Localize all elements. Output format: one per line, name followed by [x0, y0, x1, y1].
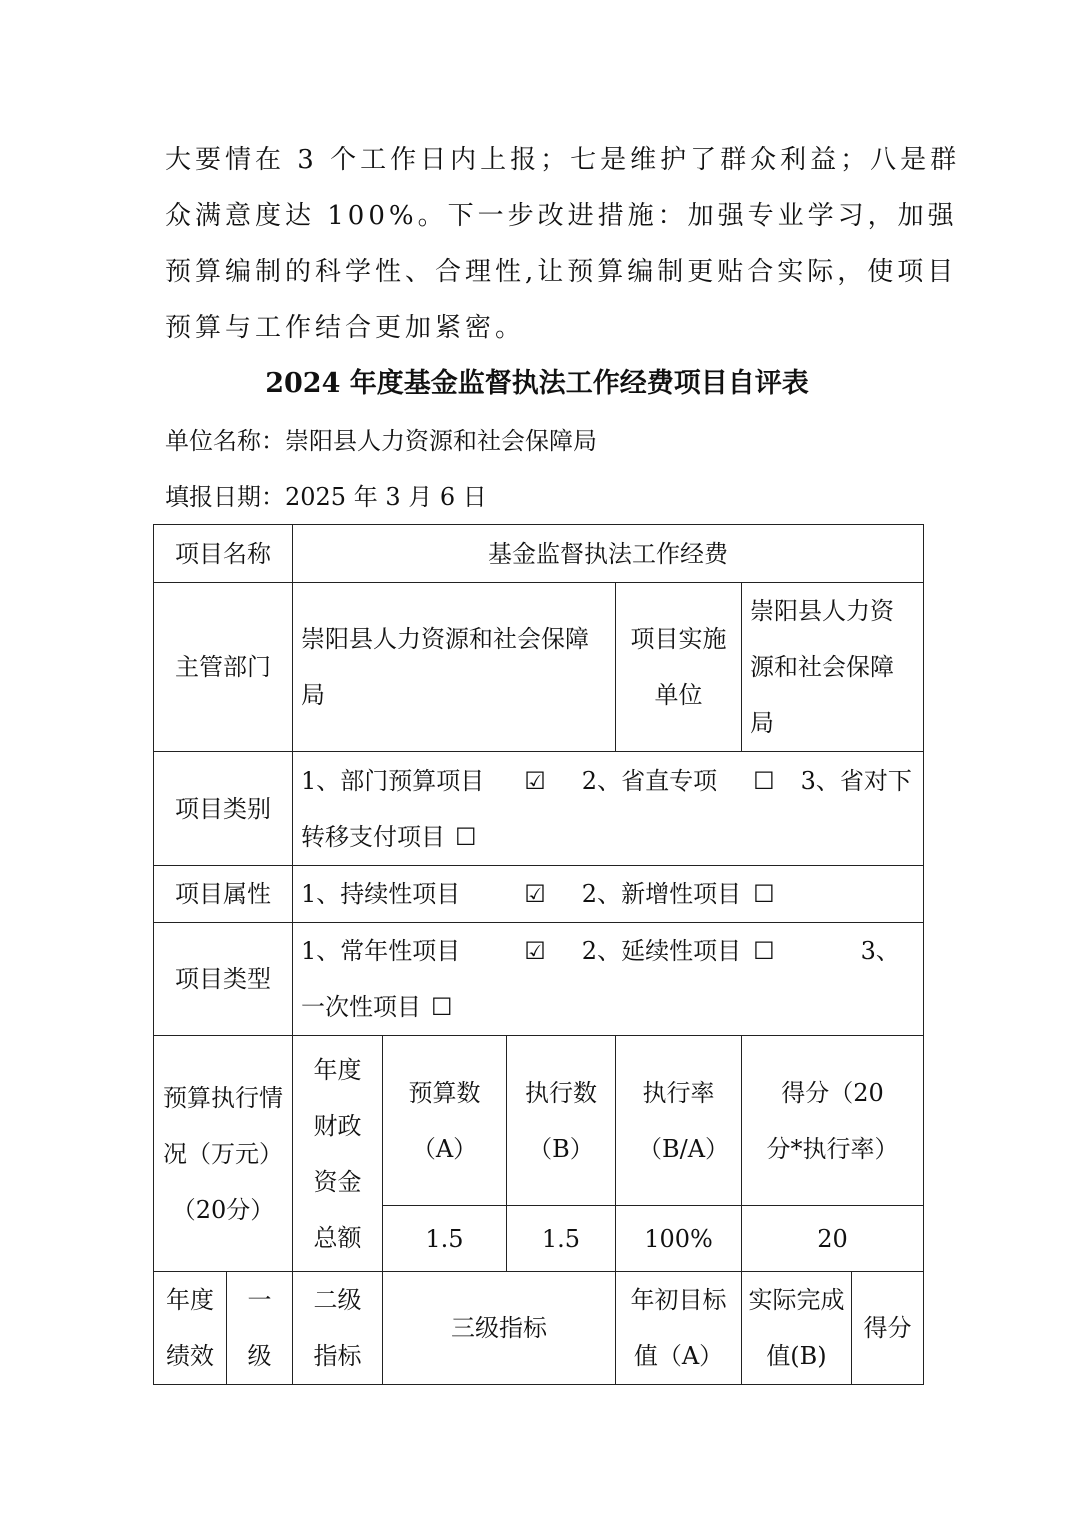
attr-opt-1: 1、持续性项目 [301, 880, 461, 908]
score-label: 得分 [852, 1272, 924, 1385]
evaluation-table [153, 524, 924, 1385]
paragraph-line-2: 众满意度达 100%。下一步改进措施：加强专业学习，加强 [165, 201, 958, 231]
paragraph-line-1: 大要情在 3 个工作日内上报；七是维护了群众利益；八是群 [165, 145, 961, 175]
exec-col-header: 执行数（B） [507, 1036, 616, 1206]
checkbox-checked-icon[interactable]: ☑ [524, 880, 546, 908]
target-label: 年初目标值（A） [616, 1272, 742, 1385]
checkbox-empty-icon[interactable]: ☐ [455, 822, 477, 851]
category-label: 项目类别 [154, 752, 293, 866]
impl-unit-label: 项目实施单位 [616, 583, 742, 752]
perf-label: 年度绩效 [154, 1272, 227, 1385]
type-opt-2: 2、延续性项目 [581, 937, 742, 965]
project-name-label: 项目名称 [154, 525, 293, 583]
attr-options [293, 866, 924, 923]
unit-name-line: 单位名称：崇阳县人力资源和社会保障局 [165, 427, 597, 455]
paragraph-line-3: 预算编制的科学性、合理性,让预算编制更贴合实际，使项目 [165, 257, 958, 287]
level2-label: 二级指标 [293, 1272, 383, 1385]
level1-label: 一级 [227, 1272, 293, 1385]
impl-unit-value: 崇阳县人力资源和社会保障局 [742, 583, 924, 752]
score-col-header: 得分（20 分*执行率） [742, 1036, 924, 1206]
dept-value: 崇阳县人力资源和社会保障局 [293, 583, 616, 752]
checkbox-empty-icon[interactable]: ☐ [753, 880, 775, 908]
intro-paragraph [165, 132, 961, 356]
type-label: 项目类型 [154, 923, 293, 1036]
checkbox-empty-icon[interactable]: ☐ [431, 993, 453, 1021]
rate-value: 100% [616, 1206, 742, 1272]
checkbox-empty-icon[interactable]: ☐ [753, 766, 775, 795]
paragraph-line-4: 预算与工作结合更加紧密。 [165, 313, 526, 343]
rate-col-header: 执行率（B/A） [616, 1036, 742, 1206]
type-opt-3: 3、一次性项目 [301, 937, 900, 1021]
level3-label: 三级指标 [383, 1272, 616, 1385]
category-opt-3: 3、省对下转移支付项目 [301, 766, 912, 851]
budget-col-header: 预算数（A） [383, 1036, 507, 1206]
budget-value: 1.5 [383, 1206, 507, 1272]
dept-label: 主管部门 [154, 583, 293, 752]
form-title: 2024 年度基金监督执法工作经费项目自评表 [265, 368, 809, 399]
attr-label: 项目属性 [154, 866, 293, 923]
actual-label: 实际完成值(B) [742, 1272, 852, 1385]
checkbox-empty-icon[interactable]: ☐ [753, 937, 775, 965]
fund-total-label: 年度财政资金总额 [293, 1036, 383, 1272]
checkbox-checked-icon[interactable]: ☑ [524, 937, 546, 965]
checkbox-checked-icon[interactable]: ☑ [524, 766, 546, 795]
type-opt-1: 1、常年性项目 [301, 937, 461, 965]
category-opt-2: 2、省直专项 [581, 766, 718, 795]
category-opt-1: 1、部门预算项目 [301, 766, 485, 795]
budget-exec-label: 预算执行情况（万元）（20分） [154, 1036, 293, 1272]
type-options [293, 923, 924, 1036]
category-options [293, 752, 924, 866]
score-value: 20 [742, 1206, 924, 1272]
attr-opt-2: 2、新增性项目 [581, 880, 742, 908]
project-name-value: 基金监督执法工作经费 [293, 525, 924, 583]
fill-date-line: 填报日期：2025 年 3 月 6 日 [165, 483, 487, 511]
exec-value: 1.5 [507, 1206, 616, 1272]
